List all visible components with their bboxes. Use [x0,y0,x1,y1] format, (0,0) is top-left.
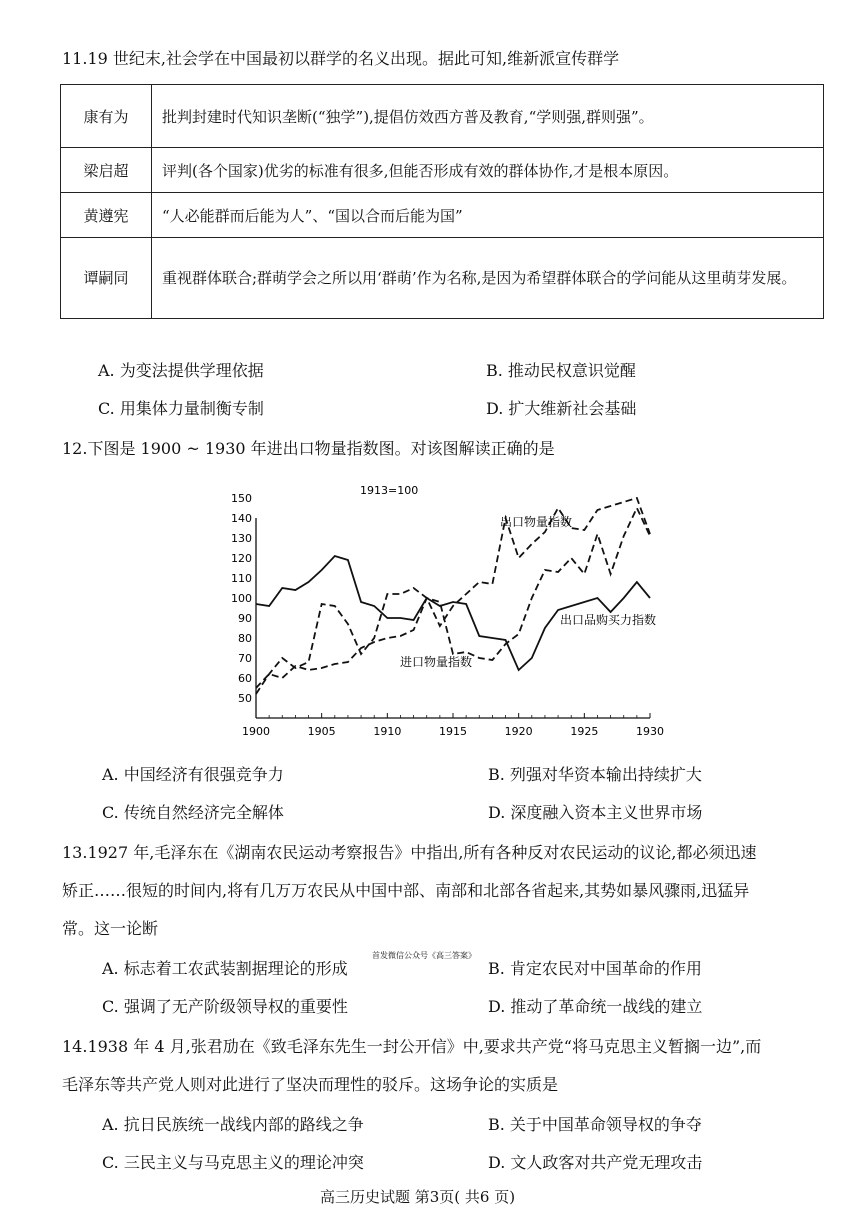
person-view: “人必能群而后能为人”、“国以合而后能为国” [152,193,824,238]
person-name: 黄遵宪 [61,193,152,238]
q14-option-a[interactable]: A. 抗日民族统一战线内部的路线之争 [102,1115,364,1134]
q12-option-a[interactable]: A. 中国经济有很强竞争力 [102,765,284,784]
q11-option-a[interactable]: A. 为变法提供学理依据 [98,361,264,380]
x-tick-label: 1900 [242,725,270,738]
y-tick-label: 140 [231,512,252,525]
q13-line-3: 常。这一论断 [62,919,159,938]
watermark-text: 首发微信公众号《高三答案》 [372,951,476,960]
person-view: 批判封建时代知识垄断(“独学”),提倡仿效西方普及教育,“学则强,群则强”。 [152,85,824,148]
series-label: 进口物量指数 [400,655,473,669]
table-row [61,85,824,148]
x-tick-label: 1905 [307,725,336,738]
q11-option-b[interactable]: B. 推动民权意识觉醒 [486,361,636,380]
q14-option-b[interactable]: B. 关于中国革命领导权的争夺 [488,1115,702,1134]
table-row [61,193,824,238]
q13-option-a[interactable]: A. 标志着工农武装割据理论的形成 [102,959,348,978]
q11-stem: 11.19 世纪末,社会学在中国最初以群学的名义出现。据此可知,维新派宣传群学 [62,49,620,68]
y-tick-label: 130 [231,532,252,545]
q12-option-d[interactable]: D. 深度融入资本主义世界市场 [488,803,703,822]
q11-option-c[interactable]: C. 用集体力量制衡专制 [98,399,264,418]
trade-index-chart [220,478,690,748]
y-tick-label: 60 [238,672,252,685]
q14-option-c[interactable]: C. 三民主义与马克思主义的理论冲突 [102,1153,364,1172]
q13-option-b[interactable]: B. 肯定农民对中国革命的作用 [488,959,702,978]
q11-option-d[interactable]: D. 扩大维新社会基础 [486,399,637,418]
person-name: 梁启超 [61,148,152,193]
q14-line-1: 14.1938 年 4 月,张君劢在《致毛泽东先生一封公开信》中,要求共产党“将马克思主义暂搁一边”,而 [62,1037,762,1056]
q14-line-2: 毛泽东等共产党人则对此进行了坚决而理性的驳斥。这场争论的实质是 [62,1075,559,1094]
y-tick-label: 120 [231,552,252,565]
q12-option-b[interactable]: B. 列强对华资本输出持续扩大 [488,765,702,784]
person-name: 康有为 [61,85,152,148]
x-tick-label: 1925 [570,725,599,738]
y-tick-label: 50 [238,692,252,705]
series-label: 出口物量指数 [500,515,573,529]
y-tick-label: 70 [238,652,252,665]
chart-note: 1913=100 [360,484,419,497]
person-name: 谭嗣同 [61,238,152,319]
y-tick-label: 110 [231,572,252,585]
x-tick-label: 1915 [439,725,467,738]
x-tick-label: 1910 [373,725,402,738]
x-tick-label: 1920 [504,725,533,738]
person-view: 评判(各个国家)优劣的标准有很多,但能否形成有效的群体协作,才是根本原因。 [152,148,824,193]
table-row [61,148,824,193]
page-footer: 高三历史试题 第3页( 共6 页) [320,1188,516,1206]
person-view: 重视群体联合;群萌学会之所以用‘群萌’作为名称,是因为希望群体联合的学问能从这里萌芽发展。 [152,238,824,319]
q13-line-1: 13.1927 年,毛泽东在《湖南农民运动考察报告》中指出,所有各种反对农民运动的议论,都必须迅速 [62,843,757,862]
y-tick-label: 100 [231,592,252,605]
q14-option-d[interactable]: D. 文人政客对共产党无理攻击 [488,1153,703,1172]
y-tick-label: 150 [231,492,252,505]
q13-option-d[interactable]: D. 推动了革命统一战线的建立 [488,997,703,1016]
q13-option-c[interactable]: C. 强调了无产阶级领导权的重要性 [102,997,348,1016]
y-tick-label: 80 [238,632,252,645]
y-tick-label: 90 [238,612,252,625]
table-row [61,238,824,319]
q12-stem: 12.下图是 1900 ~ 1930 年进出口物量指数图。对该图解读正确的是 [62,439,555,458]
q11-table [60,84,824,319]
series-label: 出口品购买力指数 [560,613,657,627]
x-tick-label: 1930 [636,725,664,738]
q12-option-c[interactable]: C. 传统自然经济完全解体 [102,803,284,822]
q13-line-2: 矫正……很短的时间内,将有几万万农民从中国中部、南部和北部各省起来,其势如暴风骤雨,迅猛异 [62,881,750,900]
